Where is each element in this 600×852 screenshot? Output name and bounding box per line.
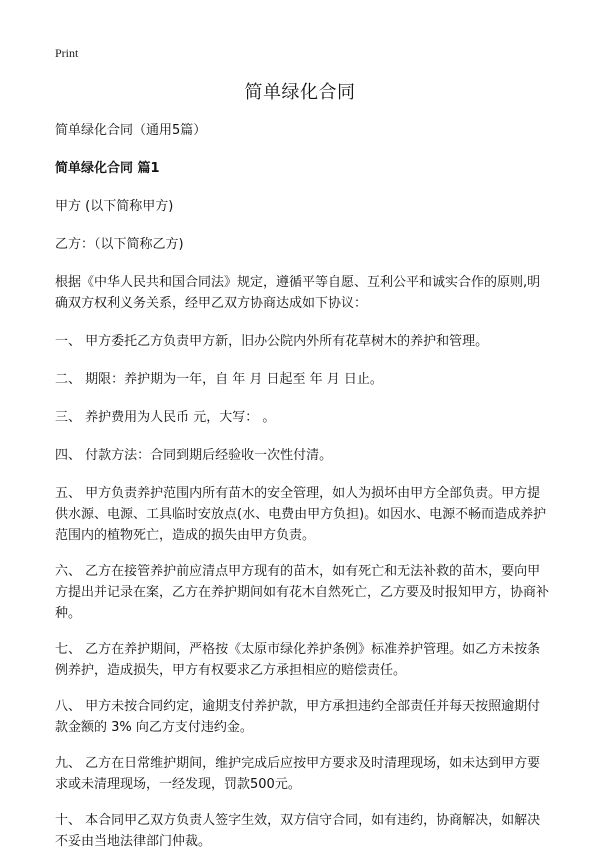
clause-7: 七、 乙方在养护期间，严格按《太原市绿化养护条例》标准养护管理。如乙方未按条例养护，造成损失，甲方有权要求乙方承担相应的赔偿责任。 — [55, 642, 541, 678]
clause-5: 五、 甲方负责养护范围内所有苗木的安全管理，如人为损坏由甲方全部负责。甲方提供水源、电源、工具临时安放点(水、电费由甲方负担)。如因水、电源不畅而造成养护范围内的植物死亡，造成的损失由甲方负责。 — [55, 486, 547, 543]
party-b-line: 乙方：（以下简称乙方) — [55, 237, 184, 252]
document-subtitle: 简单绿化合同（通用5篇） — [55, 123, 207, 138]
section-heading: 简单绿化合同 篇1 — [55, 161, 160, 176]
party-a-line: 甲方 (以下简称甲方) — [55, 199, 174, 214]
clause-4: 四、 付款方法：合同到期后经验收一次性付清。 — [55, 448, 333, 463]
print-link[interactable]: Print — [55, 46, 79, 60]
clause-2: 二、 期限：养护期为一年，自 年 月 日起至 年 月 日止。 — [55, 372, 383, 387]
clause-8: 八、 甲方未按合同约定，逾期支付养护款，甲方承担违约全部责任并每天按照逾期付款金额的 3% 向乙方支付违约金。 — [55, 699, 541, 735]
document-body — [55, 120, 550, 852]
clause-10: 十、 本合同甲乙双方负责人签字生效，双方信守合同，如有违约，协商解决，如解决不妥由当地法律部门仲裁。 — [55, 813, 541, 849]
clause-1: 一、 甲方委托乙方负责甲方新，旧办公院内外所有花草树木的养护和管理。 — [55, 334, 489, 349]
document-title: 简单绿化合同 — [244, 82, 356, 103]
clause-3: 三、 养护费用为人民币 元，大写： 。 — [55, 410, 276, 425]
clause-6: 六、 乙方在接管养护前应清点甲方现有的苗木，如有死亡和无法补救的苗木，要向甲方提出并记录在案，乙方在养护期间如有花木自然死亡，乙方要及时报知甲方，协商补种。 — [55, 564, 550, 621]
clause-9: 九、 乙方在日常维护期间，维护完成后应按甲方要求及时清理现场，如未达到甲方要求或未清理现场，一经发现，罚款500元。 — [55, 756, 541, 792]
intro-paragraph: 根据《中华人民共和国合同法》规定，遵循平等自愿、互利公平和诚实合作的原则,明确双方权利义务关系，经甲乙双方协商达成如下协议： — [55, 275, 541, 311]
